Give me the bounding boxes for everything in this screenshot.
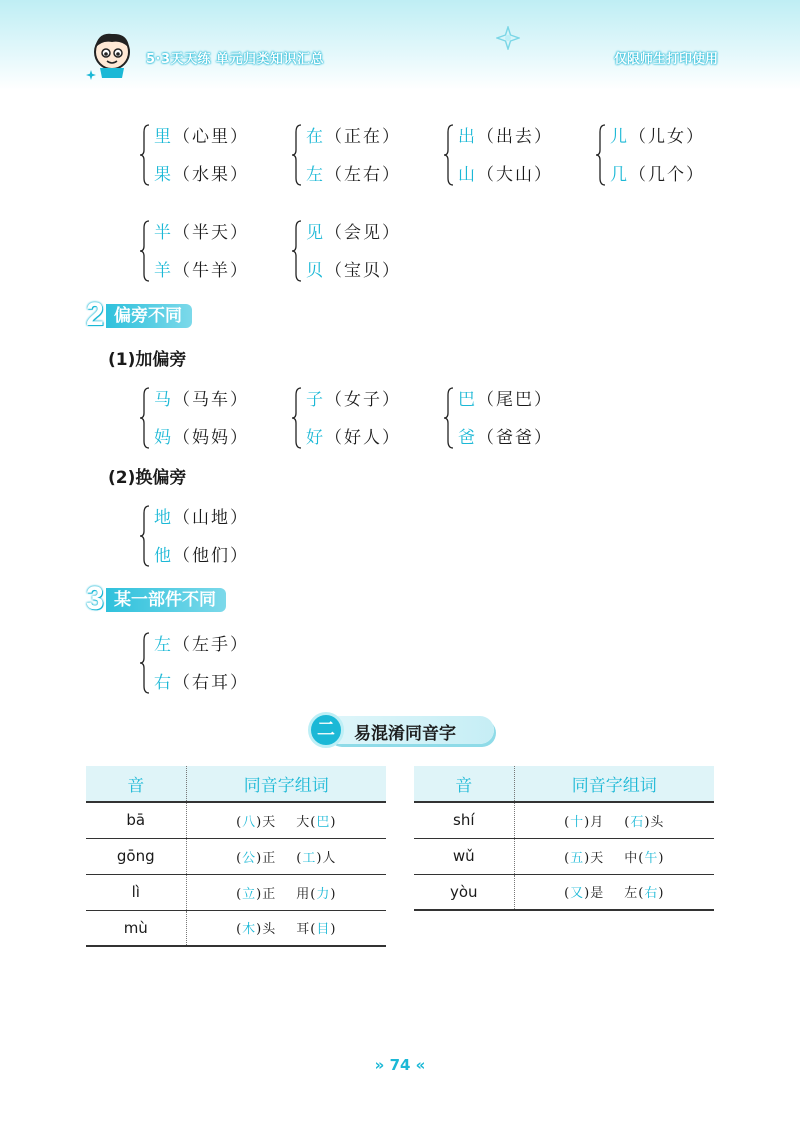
word-pair [292,218,432,298]
table-header-row [86,766,386,802]
words-cell: (立)正 用(力) [186,874,386,910]
brace-icon [444,124,454,186]
homophone-table-right [414,766,714,911]
word-top: 巴（尾巴） [458,390,553,410]
section-heading-2 [86,296,286,332]
brace-icon [444,387,454,449]
word-top: 见（会见） [306,223,401,243]
words-cell: (十)月 (石)头 [514,802,714,838]
table-row [86,874,386,910]
pinyin-cell: mù [86,910,186,946]
word-bottom: 左（左右） [306,165,401,185]
brace-icon [140,387,150,449]
words-cell: (木)头 耳(目) [186,910,386,946]
word-top: 马（马车） [154,390,249,410]
words-cell: (五)天 中(午) [514,838,714,874]
pinyin-cell: wǔ [414,838,514,874]
words-cell: (八)天 大(巴) [186,802,386,838]
banner-title: 易混淆同音字 [354,724,456,744]
words-cell: (公)正 (工)人 [186,838,386,874]
subheading-swap-radical: (2)换偏旁 [108,468,187,488]
brace-icon [140,124,150,186]
word-top: 儿（儿女） [610,127,705,147]
word-pair [140,218,280,298]
word-bottom: 好（好人） [306,428,401,448]
table-row [414,838,714,874]
flower-deco-icon [496,26,520,50]
word-bottom: 贝（宝贝） [306,261,401,281]
word-bottom: 几（几个） [610,165,705,185]
brace-icon [140,220,150,282]
page-number: 74 [389,1056,411,1074]
brace-icon [292,124,302,186]
word-top: 子（女子） [306,390,401,410]
table-row [414,874,714,910]
word-bottom: 妈（妈妈） [154,428,249,448]
section-number: 2 [86,296,104,332]
word-pair [292,122,432,202]
section-title: 偏旁不同 [106,304,192,328]
word-top: 半（半天） [154,223,249,243]
page-header [0,0,800,90]
brace-icon [596,124,606,186]
word-pair [140,122,280,202]
word-bottom: 爸（爸爸） [458,428,553,448]
pinyin-cell: shí [414,802,514,838]
page-number-footer [0,1056,800,1074]
homophone-table-left [86,766,386,947]
section-heading-3 [86,580,306,616]
table-row [86,802,386,838]
banner-number: 二 [308,712,344,748]
word-pair [140,630,280,710]
subheading-add-radical: (1)加偏旁 [108,350,187,370]
word-bottom: 他（他们） [154,546,249,566]
word-bottom: 羊（牛羊） [154,261,249,281]
header-sound: 音 [414,766,514,802]
pinyin-cell: gōng [86,838,186,874]
word-top: 在（正在） [306,127,401,147]
arrow-right-deco-icon: » [374,1056,385,1074]
word-top: 左（左手） [154,635,249,655]
brace-icon [140,505,150,567]
header-sound: 音 [86,766,186,802]
word-pair [292,385,432,465]
pinyin-cell: bā [86,802,186,838]
header-words: 同音字组词 [186,766,386,802]
brace-icon [140,632,150,694]
section-number: 3 [86,580,104,616]
brace-icon [292,220,302,282]
series-title: 5·3天天练 单元归类知识汇总 [146,52,325,67]
word-bottom: 右（右耳） [154,673,249,693]
arrow-left-deco-icon: « [415,1056,426,1074]
section-title: 某一部件不同 [106,588,226,612]
table-row [86,910,386,946]
usage-notice: 仅限师生打印使用 [613,52,718,67]
word-pair [596,122,736,202]
word-top: 里（心里） [154,127,249,147]
header-words: 同音字组词 [514,766,714,802]
table-header-row [414,766,714,802]
word-top: 地（山地） [154,508,249,528]
part-two-banner [308,712,496,748]
word-bottom: 果（水果） [154,165,249,185]
word-pair [444,385,584,465]
words-cell: (又)是 左(右) [514,874,714,910]
word-bottom: 山（大山） [458,165,553,185]
brace-icon [292,387,302,449]
word-pair [444,122,584,202]
pinyin-cell: lì [86,874,186,910]
word-top: 出（出去） [458,127,553,147]
word-pair [140,503,280,583]
word-pair [140,385,280,465]
table-row [414,802,714,838]
pinyin-cell: yòu [414,874,514,910]
star-small-icon [86,70,96,80]
table-row [86,838,386,874]
